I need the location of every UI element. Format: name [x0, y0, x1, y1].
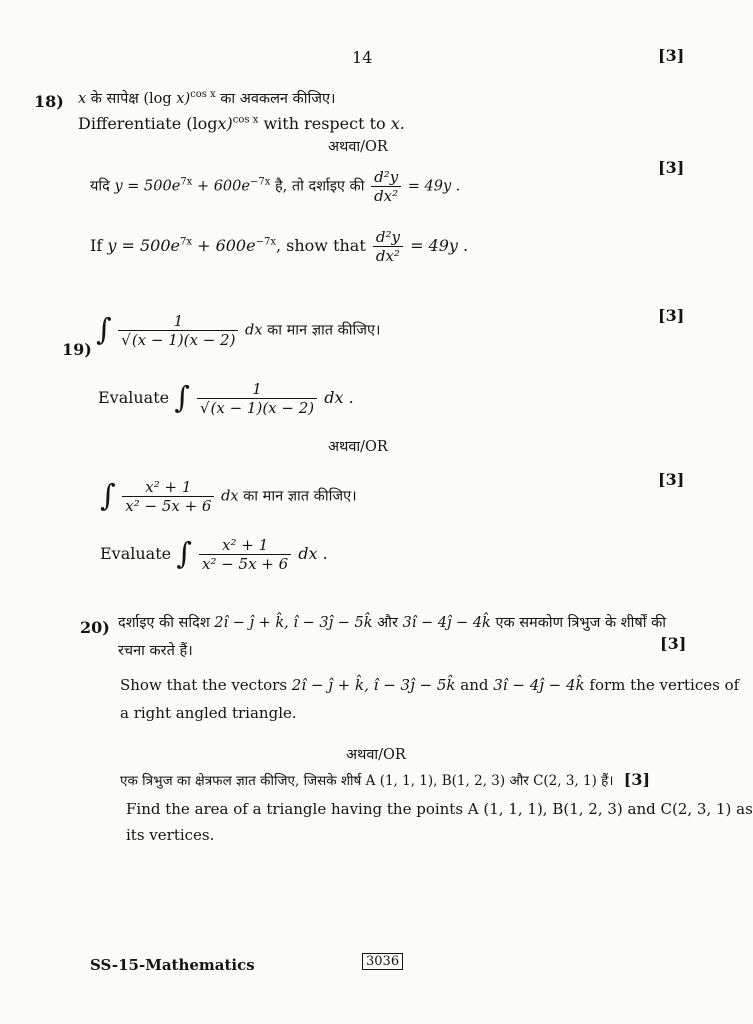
page-number: 14 [352, 48, 373, 67]
q20-english-line2: a right angled triangle. [120, 704, 297, 722]
q20-number: 20) [80, 618, 110, 637]
q18-alt-english: If $y = 500e^{7x} + 600e^{-7x}$, show that $\frac{\text{d²y}}{\text{dx²}}$ = 49y . [90, 228, 469, 265]
q18-alt-hindi: यदि $y = 500e^{7x} + 600e^{-7x}$ है, तो दर्शाइए की $\frac{\text{d²y}}{\text{dx²}}$ = 49y . [90, 168, 461, 205]
q20-or: अथवा/OR [346, 747, 406, 763]
q19-or: अथवा/OR [328, 439, 388, 455]
q19-alt-hindi: ∫ $\frac{\text{x² + 1}}{\text{x² − 5x + 6}}$ dx का मान ज्ञात कीजिए। [100, 478, 357, 515]
q19-marks: [3] [658, 306, 685, 325]
q20-marks: [3] [660, 634, 687, 653]
q20-hindi-line2: रचना करते हैं। [118, 643, 193, 659]
q20-hindi-line1: दर्शाइए की सदिश 2î − ĵ + k̂, î − 3ĵ − 5k̂ और 3î − 4ĵ − 4k̂ एक समकोण त्रिभुज के शीर्षों की [118, 615, 666, 631]
q19-alt-english: Evaluate ∫ $\frac{\text{x² + 1}}{\text{x² − 5x + 6}}$ dx . [100, 536, 328, 573]
q18-english: Differentiate $(\log x)^{cos x}$ with respect to x. [78, 114, 405, 133]
q20-alt-english-line2: its vertices. [126, 826, 215, 844]
q19-number: 19) [62, 340, 92, 359]
q18-hindi: x के सापेक्ष (log x)$^{cos x}$ का अवकलन कीजिए। [78, 89, 336, 107]
footer-box-number: 3036 [362, 950, 403, 969]
q19-english: Evaluate ∫ $\frac{1}{√(x - 1)(x - 2)}$ dx . [98, 380, 354, 417]
q20-alt-english-line1: Find the area of a triangle having the points A (1, 1, 1), B(1, 2, 3) and C(2, 3, 1) as [126, 800, 753, 818]
q20-alt-hindi: एक त्रिभुज का क्षेत्रफल ज्ञात कीजिए, जिसके शीर्ष A (1, 1, 1), B(1, 2, 3) और C(2, 3, 1) हैं। [3] [120, 770, 651, 789]
footer-code: SS-15-Mathematics [90, 956, 255, 974]
q18-or: अथवा/OR [328, 139, 388, 155]
q18-or-marks: [3] [658, 158, 685, 177]
q19-hindi: ∫ $\frac{1}{√(x - 1)(x - 2)}$ dx का मान ज्ञात कीजिए। [96, 312, 381, 349]
q19-or-marks: [3] [658, 470, 685, 489]
q20-english-line1: Show that the vectors 2î − ĵ + k̂, î − 3ĵ − 5k̂ and 3î − 4ĵ − 4k̂ form the vertices of [120, 676, 740, 694]
q18-number: 18) [34, 92, 64, 111]
top-marks: [3] [658, 46, 685, 65]
